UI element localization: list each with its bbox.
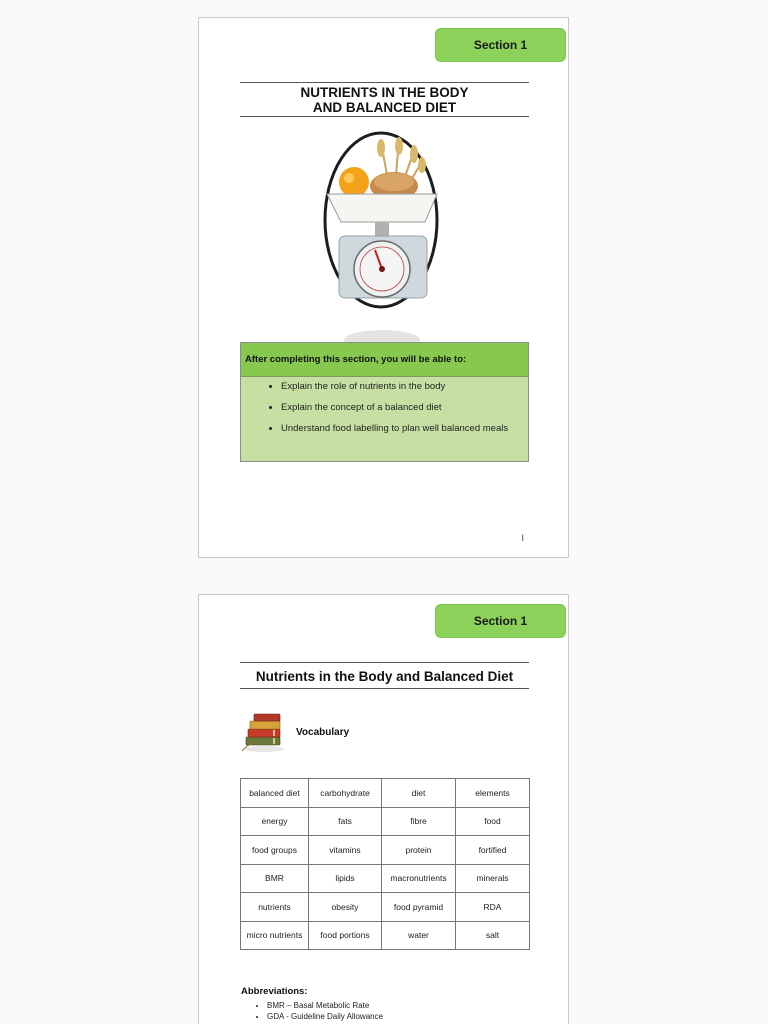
table-row bbox=[241, 864, 530, 893]
table-row bbox=[241, 893, 530, 922]
page-title-line-2: AND BALANCED DIET bbox=[312, 100, 457, 115]
table-cell: fibre bbox=[382, 807, 456, 836]
books-icon bbox=[240, 711, 288, 753]
objective-item: • Explain the role of nutrients in the body bbox=[281, 381, 528, 392]
table-cell: food groups bbox=[241, 836, 309, 865]
table-cell: diet bbox=[382, 779, 456, 808]
table-cell: vitamins bbox=[309, 836, 382, 865]
document-page-2 bbox=[198, 594, 569, 1024]
objectives-list bbox=[241, 381, 528, 434]
table-cell: energy bbox=[241, 807, 309, 836]
learning-objectives-box bbox=[240, 342, 529, 462]
vocabulary-heading bbox=[240, 711, 349, 753]
abbreviations-list bbox=[241, 1000, 383, 1022]
page-title-line-1: NUTRIENTS IN THE BODY bbox=[300, 85, 469, 100]
table-cell: food portions bbox=[309, 921, 382, 950]
section-tab: Section 1 bbox=[435, 604, 566, 638]
food-scale-illustration bbox=[319, 124, 449, 364]
objective-item: • Understand food labelling to plan well balanced meals bbox=[281, 423, 528, 434]
table-cell: RDA bbox=[456, 893, 530, 922]
list-item: • GDA - Guideline Daily Allowance bbox=[267, 1011, 383, 1022]
table-cell: food bbox=[456, 807, 530, 836]
table-cell: balanced diet bbox=[241, 779, 309, 808]
table-row bbox=[241, 836, 530, 865]
table-cell: minerals bbox=[456, 864, 530, 893]
section-tab: Section 1 bbox=[435, 28, 566, 62]
page-title bbox=[240, 82, 529, 117]
page-number: I bbox=[521, 533, 524, 543]
page-title: Nutrients in the Body and Balanced Diet bbox=[240, 662, 529, 689]
table-cell: macronutrients bbox=[382, 864, 456, 893]
table-row bbox=[241, 921, 530, 950]
objective-item: • Explain the concept of a balanced diet bbox=[281, 402, 528, 413]
objectives-heading: After completing this section, you will be able to: bbox=[241, 343, 528, 377]
table-row bbox=[241, 807, 530, 836]
table-cell: carbohydrate bbox=[309, 779, 382, 808]
table-cell: salt bbox=[456, 921, 530, 950]
abbreviations-title: Abbreviations: bbox=[241, 986, 308, 997]
document-page-1 bbox=[198, 17, 569, 558]
table-cell: micro nutrients bbox=[241, 921, 309, 950]
table-cell: water bbox=[382, 921, 456, 950]
table-cell: lipids bbox=[309, 864, 382, 893]
vocabulary-table bbox=[240, 778, 530, 950]
list-item: • BMR – Basal Metabolic Rate bbox=[267, 1000, 383, 1011]
table-cell: nutrients bbox=[241, 893, 309, 922]
table-cell: obesity bbox=[309, 893, 382, 922]
vocabulary-label: Vocabulary bbox=[296, 726, 350, 738]
table-cell: protein bbox=[382, 836, 456, 865]
table-cell: BMR bbox=[241, 864, 309, 893]
table-cell: fortified bbox=[456, 836, 530, 865]
table-cell: elements bbox=[456, 779, 530, 808]
table-cell: fats bbox=[309, 807, 382, 836]
table-row bbox=[241, 779, 530, 808]
table-cell: food pyramid bbox=[382, 893, 456, 922]
